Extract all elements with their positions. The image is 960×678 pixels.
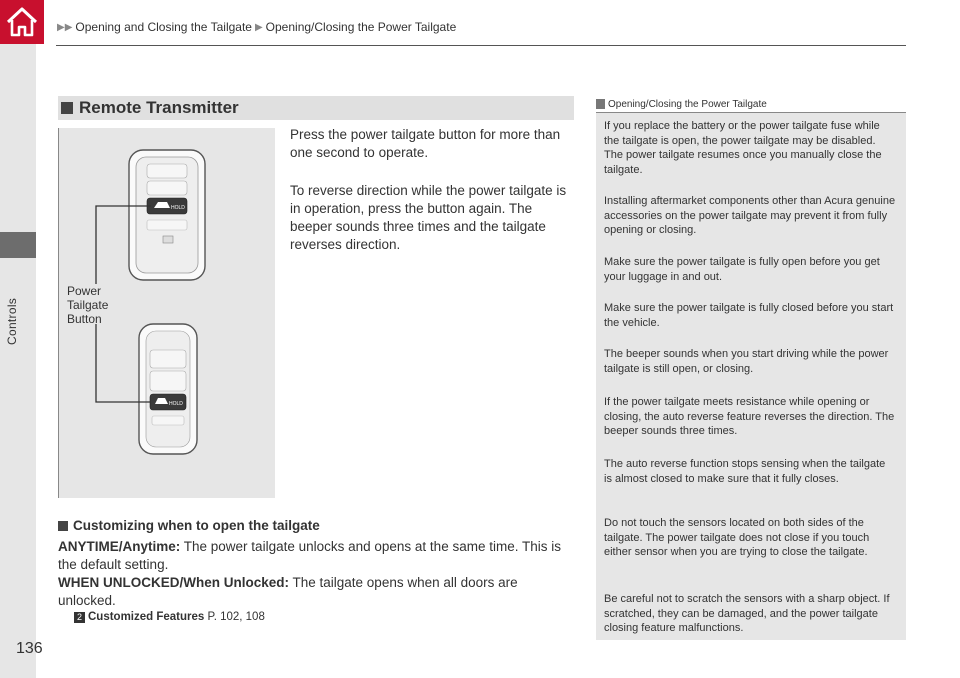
note-paragraph: The auto reverse function stops sensing when the tailgate is almost closed to make sure that it fully closes. bbox=[604, 458, 886, 485]
reverse-paragraph: To reverse direction while the power tailgate is in operation, press the button again. The beeper sounds three times and the tailgate reverses direction. bbox=[290, 183, 567, 252]
square-bullet-icon bbox=[58, 521, 68, 531]
note-paragraph: If you replace the battery or the power tailgate fuse while the tailgate is open, the power tailgate may be disabled. The power tailgate resumes once you manually close the tailgate. bbox=[604, 120, 882, 176]
customize-heading: Customizing when to open the tailgate bbox=[58, 518, 320, 533]
setting-anytime: ANYTIME/Anytime: The power tailgate unlocks and opens at the same time. This is the default setting. bbox=[58, 539, 561, 572]
note-marker-icon bbox=[596, 99, 605, 109]
hold-label: HOLD bbox=[169, 401, 183, 407]
reference-arrow-icon: 2 bbox=[74, 612, 85, 623]
note-title: Opening/Closing the Power Tailgate bbox=[596, 96, 906, 113]
note-paragraph: Installing aftermarket components other than Acura genuine accessories on the power tailgate may prevent it from fully opening or closing. bbox=[604, 195, 896, 236]
chapter-tab-label[interactable]: Controls bbox=[5, 297, 19, 345]
customized-features-link[interactable]: 2 Customized Features P. 102, 108 bbox=[74, 611, 265, 623]
note-paragraph: Make sure the power tailgate is fully open before you get your luggage in and out. bbox=[604, 256, 880, 283]
home-button[interactable] bbox=[0, 0, 44, 44]
note-paragraph: Make sure the power tailgate is fully closed before you start the vehicle. bbox=[604, 302, 894, 329]
breadcrumb-arrow-icon: ▶ bbox=[254, 21, 263, 33]
note-paragraph: If the power tailgate meets resistance while opening or closing, the auto reverse feature reverses the direction. The beeper sounds three times. bbox=[604, 396, 895, 437]
breadcrumb-link-tailgate[interactable]: Opening and Closing the Tailgate bbox=[75, 20, 252, 34]
breadcrumb bbox=[57, 20, 456, 34]
hold-label: HOLD bbox=[171, 205, 185, 211]
header-divider bbox=[56, 45, 906, 46]
side-strip bbox=[0, 44, 36, 678]
note-paragraph: Do not touch the sensors located on both sides of the tailgate. The power tailgate does not close if you touch either sensor when you are trying to close the tailgate. bbox=[604, 517, 870, 558]
home-icon bbox=[0, 0, 44, 44]
chapter-marker bbox=[0, 232, 36, 258]
page-number: 136 bbox=[16, 640, 43, 657]
breadcrumb-arrow-icon: ▶▶ bbox=[57, 21, 73, 33]
square-bullet-icon bbox=[61, 102, 73, 114]
callout-power-tailgate-button: Power Tailgate Button bbox=[67, 284, 109, 326]
note-paragraph: The beeper sounds when you start driving while the power tailgate is still open, or closing. bbox=[604, 348, 889, 375]
section-title: Remote Transmitter bbox=[79, 98, 239, 117]
breadcrumb-current: Opening/Closing the Power Tailgate bbox=[265, 20, 457, 34]
note-paragraph: Be careful not to scratch the sensors with a sharp object. If scratched, they can be damaged, and the power tailgate closing feature malfunctions. bbox=[604, 593, 890, 634]
section-header bbox=[58, 96, 574, 120]
operation-paragraph: Press the power tailgate button for more than one second to operate. bbox=[290, 127, 561, 160]
setting-when-unlocked: WHEN UNLOCKED/When Unlocked: The tailgate opens when all doors are unlocked. bbox=[58, 575, 518, 608]
